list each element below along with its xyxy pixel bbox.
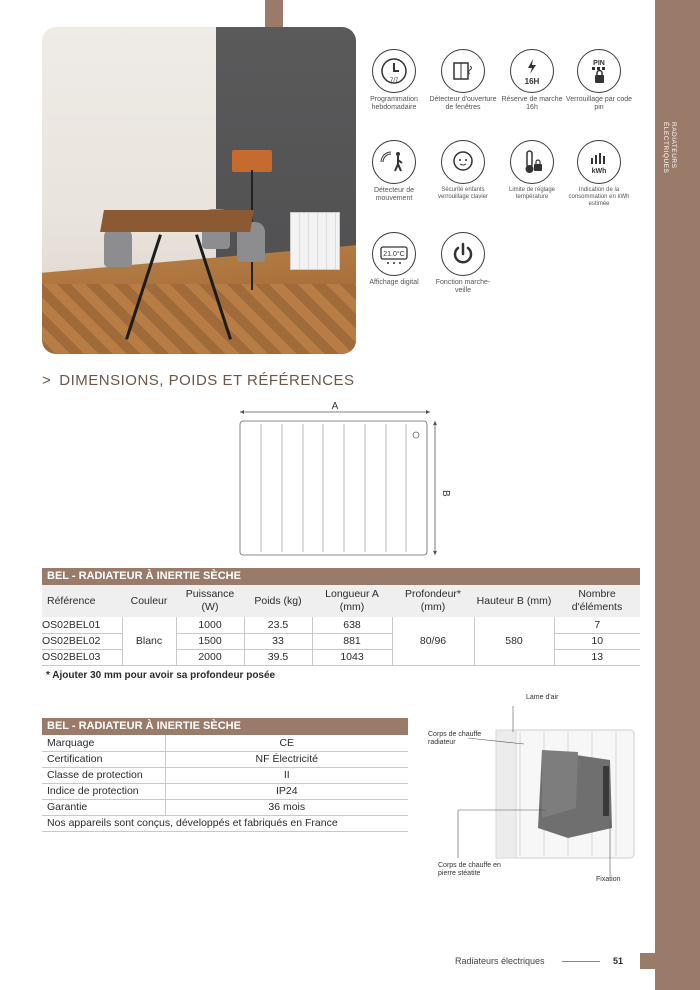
dimension-diagram [235,398,465,563]
child-lock-icon [441,140,485,184]
side-category-tab: RADIATEURS ÉLECTRIQUES [662,122,677,174]
spec-value: 36 mois [165,799,408,815]
col-profondeur: Profondeur* (mm) [392,585,474,617]
feature-pin [564,49,634,112]
feature-child-lock [428,140,498,201]
feature-kwh [564,140,634,208]
feature-motion [359,140,429,203]
references-table [42,568,640,666]
table-row [42,783,408,799]
chevron-right-icon: > [42,372,52,389]
dimension-a-label: A [331,401,339,412]
cell-poids: 23.5 [244,617,312,633]
page-number: 51 [613,956,624,966]
table-row [42,751,408,767]
table-row [42,767,408,783]
cell-profondeur: 80/96 [392,617,474,665]
feature-label: Limite de réglage température [508,187,556,200]
window-detector-icon [441,49,485,93]
cell-elements: 7 [554,617,640,633]
svg-text:21.0°C: 21.0°C [383,251,405,258]
table-row [42,617,640,633]
spec-value: CE [165,735,408,751]
col-puissance: Puissance (W) [176,585,244,617]
cell-ref: OS02BEL03 [42,649,122,665]
callout-stone-core: Corps de chauffe en pierre stéatite [438,862,501,877]
cell-ref: OS02BEL01 [42,617,122,633]
cell-poids: 33 [244,633,312,649]
footer-divider [562,961,600,962]
feature-temp-limit [497,140,567,201]
pin-lock-icon [577,49,621,93]
table-title: BEL - RADIATEUR À INERTIE SÈCHE [42,718,408,735]
svg-text:16H: 16H [524,77,540,86]
feature-label: Fonction marche-veille [435,279,491,294]
svg-text:kWh: kWh [591,168,607,175]
table-header-row [42,585,640,617]
cell-longueur: 1043 [312,649,392,665]
col-longueur: Longueur A (mm) [312,585,392,617]
power-icon [441,232,485,276]
top-accent-band [265,0,283,30]
depth-footnote: * Ajouter 30 mm pour avoir sa profondeur posée [46,670,276,681]
cell-hauteur: 580 [474,617,554,665]
product-photo [42,27,356,354]
motion-detector-icon [372,140,416,184]
table-title: BEL - RADIATEUR À INERTIE SÈCHE [42,568,640,585]
clock-calendar-icon [372,49,416,93]
spec-key: Marquage [42,735,165,751]
callout-air-gap: Lame d'air [526,694,559,701]
col-poids: Poids (kg) [244,585,312,617]
spec-key: Certification [42,751,165,767]
svg-text:7/7: 7/7 [390,78,399,84]
radiator-cutaway-illustration [418,688,638,888]
cell-elements: 13 [554,649,640,665]
feature-power [428,232,498,295]
spec-key: Indice de protection [42,783,165,799]
cell-couleur: Blanc [122,617,176,665]
feature-label: Détecteur de mouvement [373,187,415,202]
characteristics-table [42,718,408,832]
svg-text:PIN: PIN [593,60,605,67]
temperature-limit-icon [510,140,554,184]
feature-reserve [497,49,567,112]
kwh-meter-icon [577,140,621,184]
feature-display [359,232,429,287]
feature-label: Détecteur d'ouverture de fenêtres [429,96,497,111]
cell-longueur: 881 [312,633,392,649]
spec-key: Classe de protection [42,767,165,783]
footer-section-name: Radiateurs électriques [455,956,545,966]
cell-puissance: 1000 [176,617,244,633]
footer-accent-tab [640,953,655,969]
feature-label: Verrouillage par code pin [565,96,633,111]
reserve-16h-icon [510,49,554,93]
cell-ref: OS02BEL02 [42,633,122,649]
cell-puissance: 1500 [176,633,244,649]
section-title [42,372,355,389]
col-hauteur: Hauteur B (mm) [474,585,554,617]
cell-puissance: 2000 [176,649,244,665]
col-couleur: Couleur [122,585,176,617]
cell-poids: 39.5 [244,649,312,665]
col-reference: Référence [42,585,122,617]
spec-value: NF Électricité [165,751,408,767]
feature-label: Affichage digital [369,279,419,286]
table-row [42,815,408,831]
feature-label: Indication de la consommation en kWh estimée [568,187,630,207]
col-elements: Nombre d'éléments [554,585,640,617]
spec-value: IP24 [165,783,408,799]
section-title-text: DIMENSIONS, POIDS ET RÉFÉRENCES [59,372,355,389]
feature-programming [359,49,429,112]
made-in-france-note: Nos appareils sont conçus, développés et fabriqués en France [42,815,408,831]
dimension-b-label: B [440,490,451,497]
spec-value: II [165,767,408,783]
feature-window [428,49,498,112]
feature-label: Sécurité enfants verrouillage clavier [437,187,489,200]
callout-fixation: Fixation [596,876,621,883]
cell-elements: 10 [554,633,640,649]
feature-label: Réserve de marche 16h [501,96,563,111]
table-row [42,799,408,815]
callout-heating-body: Corps de chauffe radiateur [428,731,482,746]
digital-display-icon [372,232,416,276]
cell-longueur: 638 [312,617,392,633]
table-row [42,735,408,751]
spec-key: Garantie [42,799,165,815]
feature-label: Programmation hebdomadaire [370,96,418,111]
